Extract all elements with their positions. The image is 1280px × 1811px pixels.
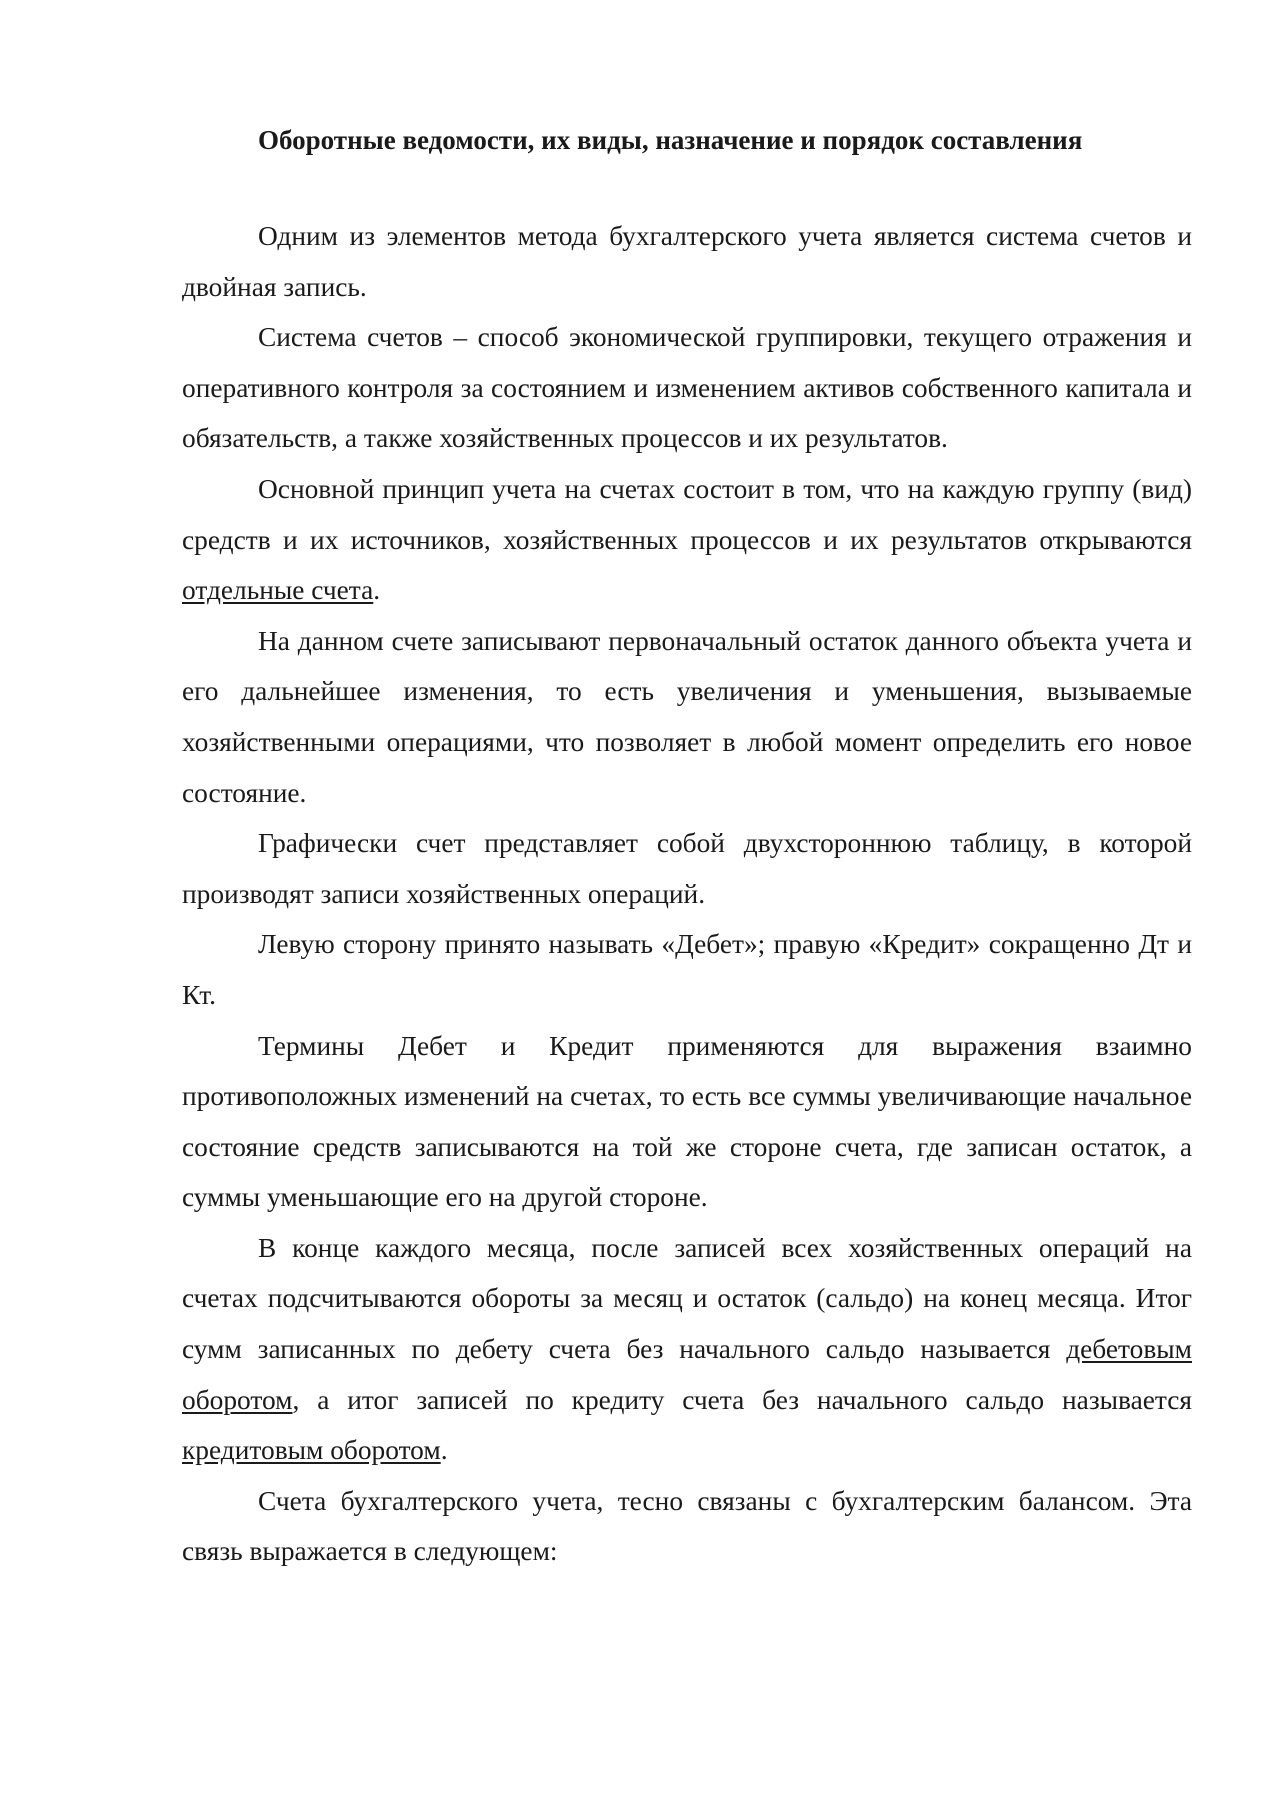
paragraph-text: . xyxy=(373,575,381,606)
paragraph-monthly-turnover xyxy=(182,1223,1192,1476)
term-credit-turnover: кредитовым оборотом xyxy=(182,1435,441,1466)
paragraph-graphic-account: Графически счет представляет собой двухстороннюю таблицу, в которой производят записи хозяйственных операций. xyxy=(182,828,1192,909)
document-title: Оборотные ведомости, их виды, назначение и порядок составления xyxy=(258,125,1083,155)
paragraph-balance-link: Счета бухгалтерского учета, тесно связаны с бухгалтерским балансом. Эта связь выражается в следующем: xyxy=(182,1485,1192,1567)
paragraph-text: В конце каждого месяца, после записей всех хозяйственных операций на счетах подсчитываются обороты за месяц и остаток (сальдо) на конец месяца. Итог сумм записанных по дебету счета без начального сальдо называется xyxy=(182,1232,1192,1365)
paragraph-account-records: На данном счете записывают первоначальный остаток данного объекта учета и его дальнейшее изменения, то есть увеличения и уменьшения, вызываемые хозяйственными операциями, что позволяет в любой момент определить его новое состояние. xyxy=(182,625,1192,808)
paragraph-text: . xyxy=(440,1435,448,1466)
paragraph-text: Основной принцип учета на счетах состоит в том, что на каждую группу (вид) средств и их источников, хозяйственных процессов и их результатов открываются xyxy=(182,473,1192,555)
document-body xyxy=(182,211,1192,1577)
paragraph-debit-credit-sides: Левую сторону принято называть «Дебет»; правую «Кредит» сокращенно Дт и Кт. xyxy=(182,929,1192,1010)
paragraph-text: , а итог записей по кредиту счета без начального сальдо называется xyxy=(292,1384,1192,1415)
term-separate-accounts: отдельные счета xyxy=(182,575,374,606)
paragraph-accounting-method: Одним из элементов метода бухгалтерского учета является система счетов и двойная запись. xyxy=(182,221,1192,302)
term-debit-turnover: дебетовым оборотом xyxy=(182,1334,1192,1415)
paragraph-basic-principle xyxy=(182,464,1192,616)
paragraph-account-system: Система счетов – способ экономической группировки, текущего отражения и оперативного контроля за состоянием и изменением активов собственного капитала и обязательств, а также хозяйственных процессов и их результатов. xyxy=(182,322,1192,454)
paragraph-debit-credit-terms: Термины Дебет и Кредит применяются для выражения взаимно противоположных изменений на счетах, то есть все суммы увеличивающие начальное состояние средств записываются на той же стороне счета, где записан остаток, а суммы уменьшающие его на другой стороне. xyxy=(182,1030,1192,1213)
